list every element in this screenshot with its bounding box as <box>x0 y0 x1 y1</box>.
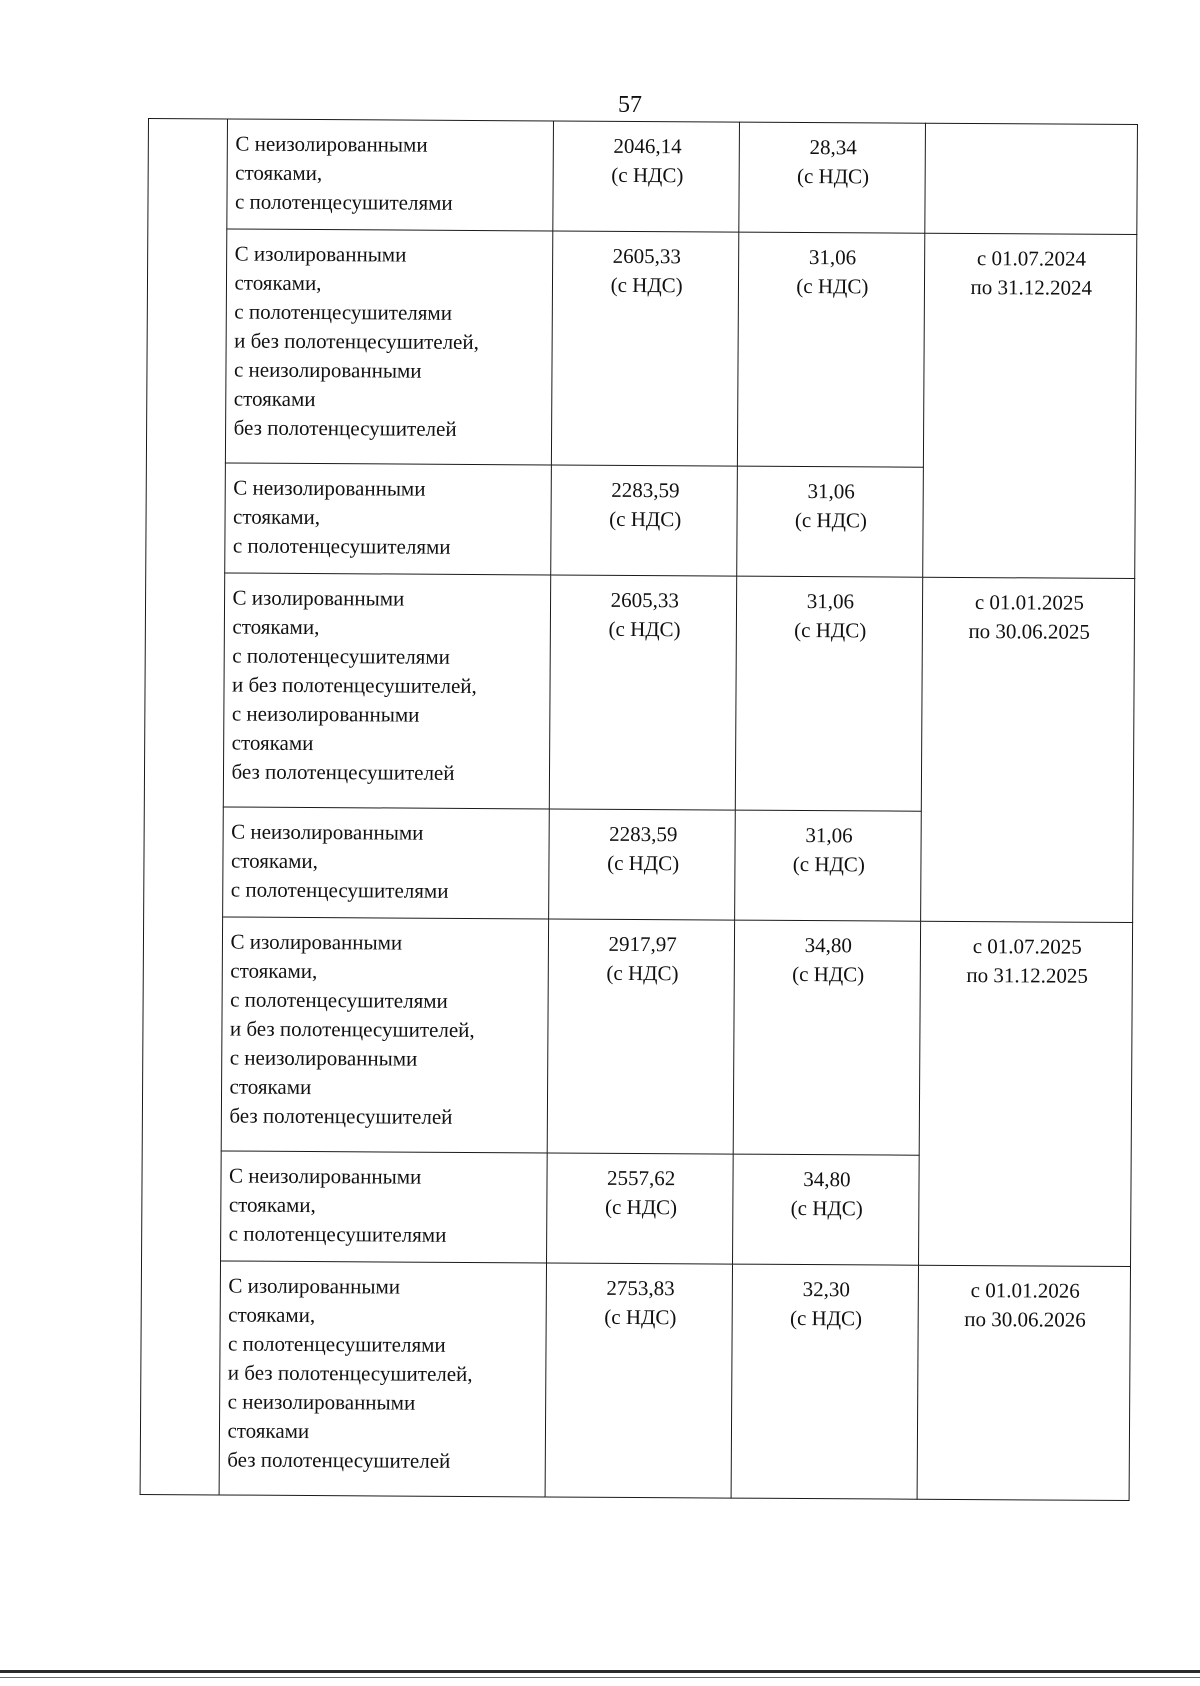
period-cell <box>918 921 1132 1266</box>
price-cell <box>553 121 739 232</box>
rate-cell <box>735 810 921 921</box>
rate-cell <box>737 232 924 467</box>
description-line: с полотенцесушителями <box>234 189 453 215</box>
rate-cell <box>739 122 925 233</box>
description-line: с полотенцесушителями <box>230 987 448 1013</box>
rate-vat-note: (с НДС) <box>796 273 869 299</box>
price-value: 2753,83 <box>606 1275 675 1301</box>
description-line: С неизолированными <box>228 1163 422 1189</box>
period-cell-empty <box>925 123 1138 234</box>
rate-value: 34,80 <box>803 1167 851 1192</box>
description-line: стояками <box>233 386 316 412</box>
price-value: 2917,97 <box>608 931 677 957</box>
price-value: 2046,14 <box>613 133 682 159</box>
rate-cell <box>733 1154 919 1265</box>
price-value: 2557,62 <box>607 1165 676 1191</box>
description-line: с неизолированными <box>233 357 422 383</box>
description-line: С неизолированными <box>235 131 428 157</box>
description-cell <box>222 807 549 919</box>
description-line: с полотенцесушителями <box>234 299 453 325</box>
description-cell <box>220 1151 547 1263</box>
price-value: 2605,33 <box>612 243 682 269</box>
description-line: стояками <box>231 730 314 756</box>
description-line: с неизолированными <box>229 1045 418 1071</box>
period-start: с 01.07.2025 <box>972 934 1082 959</box>
rate-value: 31,06 <box>806 589 855 614</box>
table-row <box>146 229 1136 469</box>
description-line: стояками, <box>232 614 320 640</box>
description-line: и без полотенцесушителей, <box>231 672 477 699</box>
description-line: стояками, <box>228 1192 316 1218</box>
rate-cell <box>733 920 920 1155</box>
description-line: С неизолированными <box>233 475 426 501</box>
description-line: без полотенцесушителей <box>227 1447 451 1473</box>
price-cell <box>549 809 735 920</box>
description-line: С неизолированными <box>231 819 424 845</box>
period-cell <box>922 233 1136 578</box>
price-value: 2283,59 <box>609 821 678 847</box>
description-cell <box>225 229 553 465</box>
description-line: с полотенцесушителями <box>227 1331 446 1357</box>
description-line: с полотенцесушителями <box>232 643 450 669</box>
rate-cell <box>737 466 923 577</box>
period-cell <box>917 1265 1131 1500</box>
scan-bottom-rule-thin <box>0 1677 1200 1678</box>
description-cell <box>223 573 551 809</box>
description-cell <box>219 1261 547 1497</box>
period-start: с 01.07.2024 <box>976 246 1087 271</box>
description-line: без полотенцесушителей <box>231 759 455 785</box>
period-end: по 30.06.2026 <box>964 1307 1086 1332</box>
scan-bottom-rule <box>0 1670 1200 1673</box>
description-line: стояками, <box>234 270 322 296</box>
description-line: С изолированными <box>232 585 405 611</box>
price-vat-note: (с НДС) <box>608 616 681 642</box>
rate-vat-note: (с НДС) <box>796 163 870 189</box>
rate-vat-note: (с НДС) <box>790 1195 863 1221</box>
description-line: стояками, <box>233 504 321 530</box>
rate-cell <box>735 576 922 811</box>
price-cell <box>545 1263 732 1498</box>
description-line: стояками <box>227 1418 310 1444</box>
description-line: стояками, <box>230 848 319 874</box>
description-line: и без полотенцесушителей, <box>227 1360 473 1387</box>
blank-column-cell <box>140 119 227 1495</box>
table-row <box>148 119 1138 235</box>
rate-value: 31,06 <box>805 823 853 848</box>
table-row <box>142 916 1132 1156</box>
price-cell <box>552 231 739 466</box>
price-cell <box>550 575 737 810</box>
description-line: и без полотенцесушителей, <box>229 1016 475 1043</box>
price-vat-note: (с НДС) <box>607 850 680 876</box>
description-cell <box>224 463 551 575</box>
period-end: по 31.12.2025 <box>966 963 1088 988</box>
rate-vat-note: (с НДС) <box>792 851 865 877</box>
rate-value: 34,80 <box>804 933 853 958</box>
description-line: С изолированными <box>230 929 403 955</box>
description-line: С изолированными <box>228 1273 401 1299</box>
description-line: стояками, <box>230 958 318 984</box>
period-end: по 30.06.2025 <box>968 619 1091 644</box>
table-row <box>140 1260 1130 1500</box>
rate-vat-note: (с НДС) <box>794 617 867 643</box>
description-line: без полотенцесушителей <box>233 415 457 441</box>
description-line: без полотенцесушителей <box>229 1103 453 1129</box>
description-line: и без полотенцесушителей, <box>234 328 479 355</box>
price-value: 2283,59 <box>611 477 680 503</box>
description-line: С изолированными <box>234 241 407 267</box>
page-number: 57 <box>618 92 642 118</box>
description-line: стояками, <box>235 160 323 186</box>
price-vat-note: (с НДС) <box>606 960 679 986</box>
period-start: с 01.01.2026 <box>970 1278 1080 1303</box>
price-vat-note: (с НДС) <box>604 1304 677 1330</box>
table-row <box>144 572 1134 812</box>
rate-value: 31,06 <box>807 479 855 504</box>
price-value: 2605,33 <box>610 587 679 613</box>
price-vat-note: (с НДС) <box>611 162 684 188</box>
description-line: стояками, <box>228 1302 316 1328</box>
price-vat-note: (с НДС) <box>610 272 683 298</box>
description-line: с полотенцесушителями <box>230 877 449 903</box>
rate-value: 31,06 <box>808 245 857 270</box>
description-line: с полотенцесушителями <box>228 1221 447 1247</box>
rate-vat-note: (с НДС) <box>794 507 868 533</box>
description-line: с неизолированными <box>231 701 420 727</box>
tariff-table <box>140 118 1138 1501</box>
price-vat-note: (с НДС) <box>609 506 682 532</box>
period-start: с 01.01.2025 <box>974 590 1085 615</box>
description-line: с полотенцесушителями <box>232 533 451 559</box>
rate-value: 32,30 <box>802 1277 850 1302</box>
period-end: по 31.12.2024 <box>970 275 1093 300</box>
description-line: стояками <box>229 1074 312 1100</box>
rate-cell <box>731 1264 918 1499</box>
description-cell <box>221 917 549 1153</box>
price-vat-note: (с НДС) <box>604 1194 678 1220</box>
period-cell <box>920 577 1134 922</box>
rate-value: 28,34 <box>809 135 857 160</box>
price-cell <box>547 1153 733 1264</box>
rate-vat-note: (с НДС) <box>789 1305 863 1331</box>
rate-vat-note: (с НДС) <box>792 961 865 987</box>
description-line: с неизолированными <box>227 1389 416 1415</box>
price-cell <box>551 465 737 576</box>
price-cell <box>548 919 735 1154</box>
description-cell <box>226 119 553 231</box>
